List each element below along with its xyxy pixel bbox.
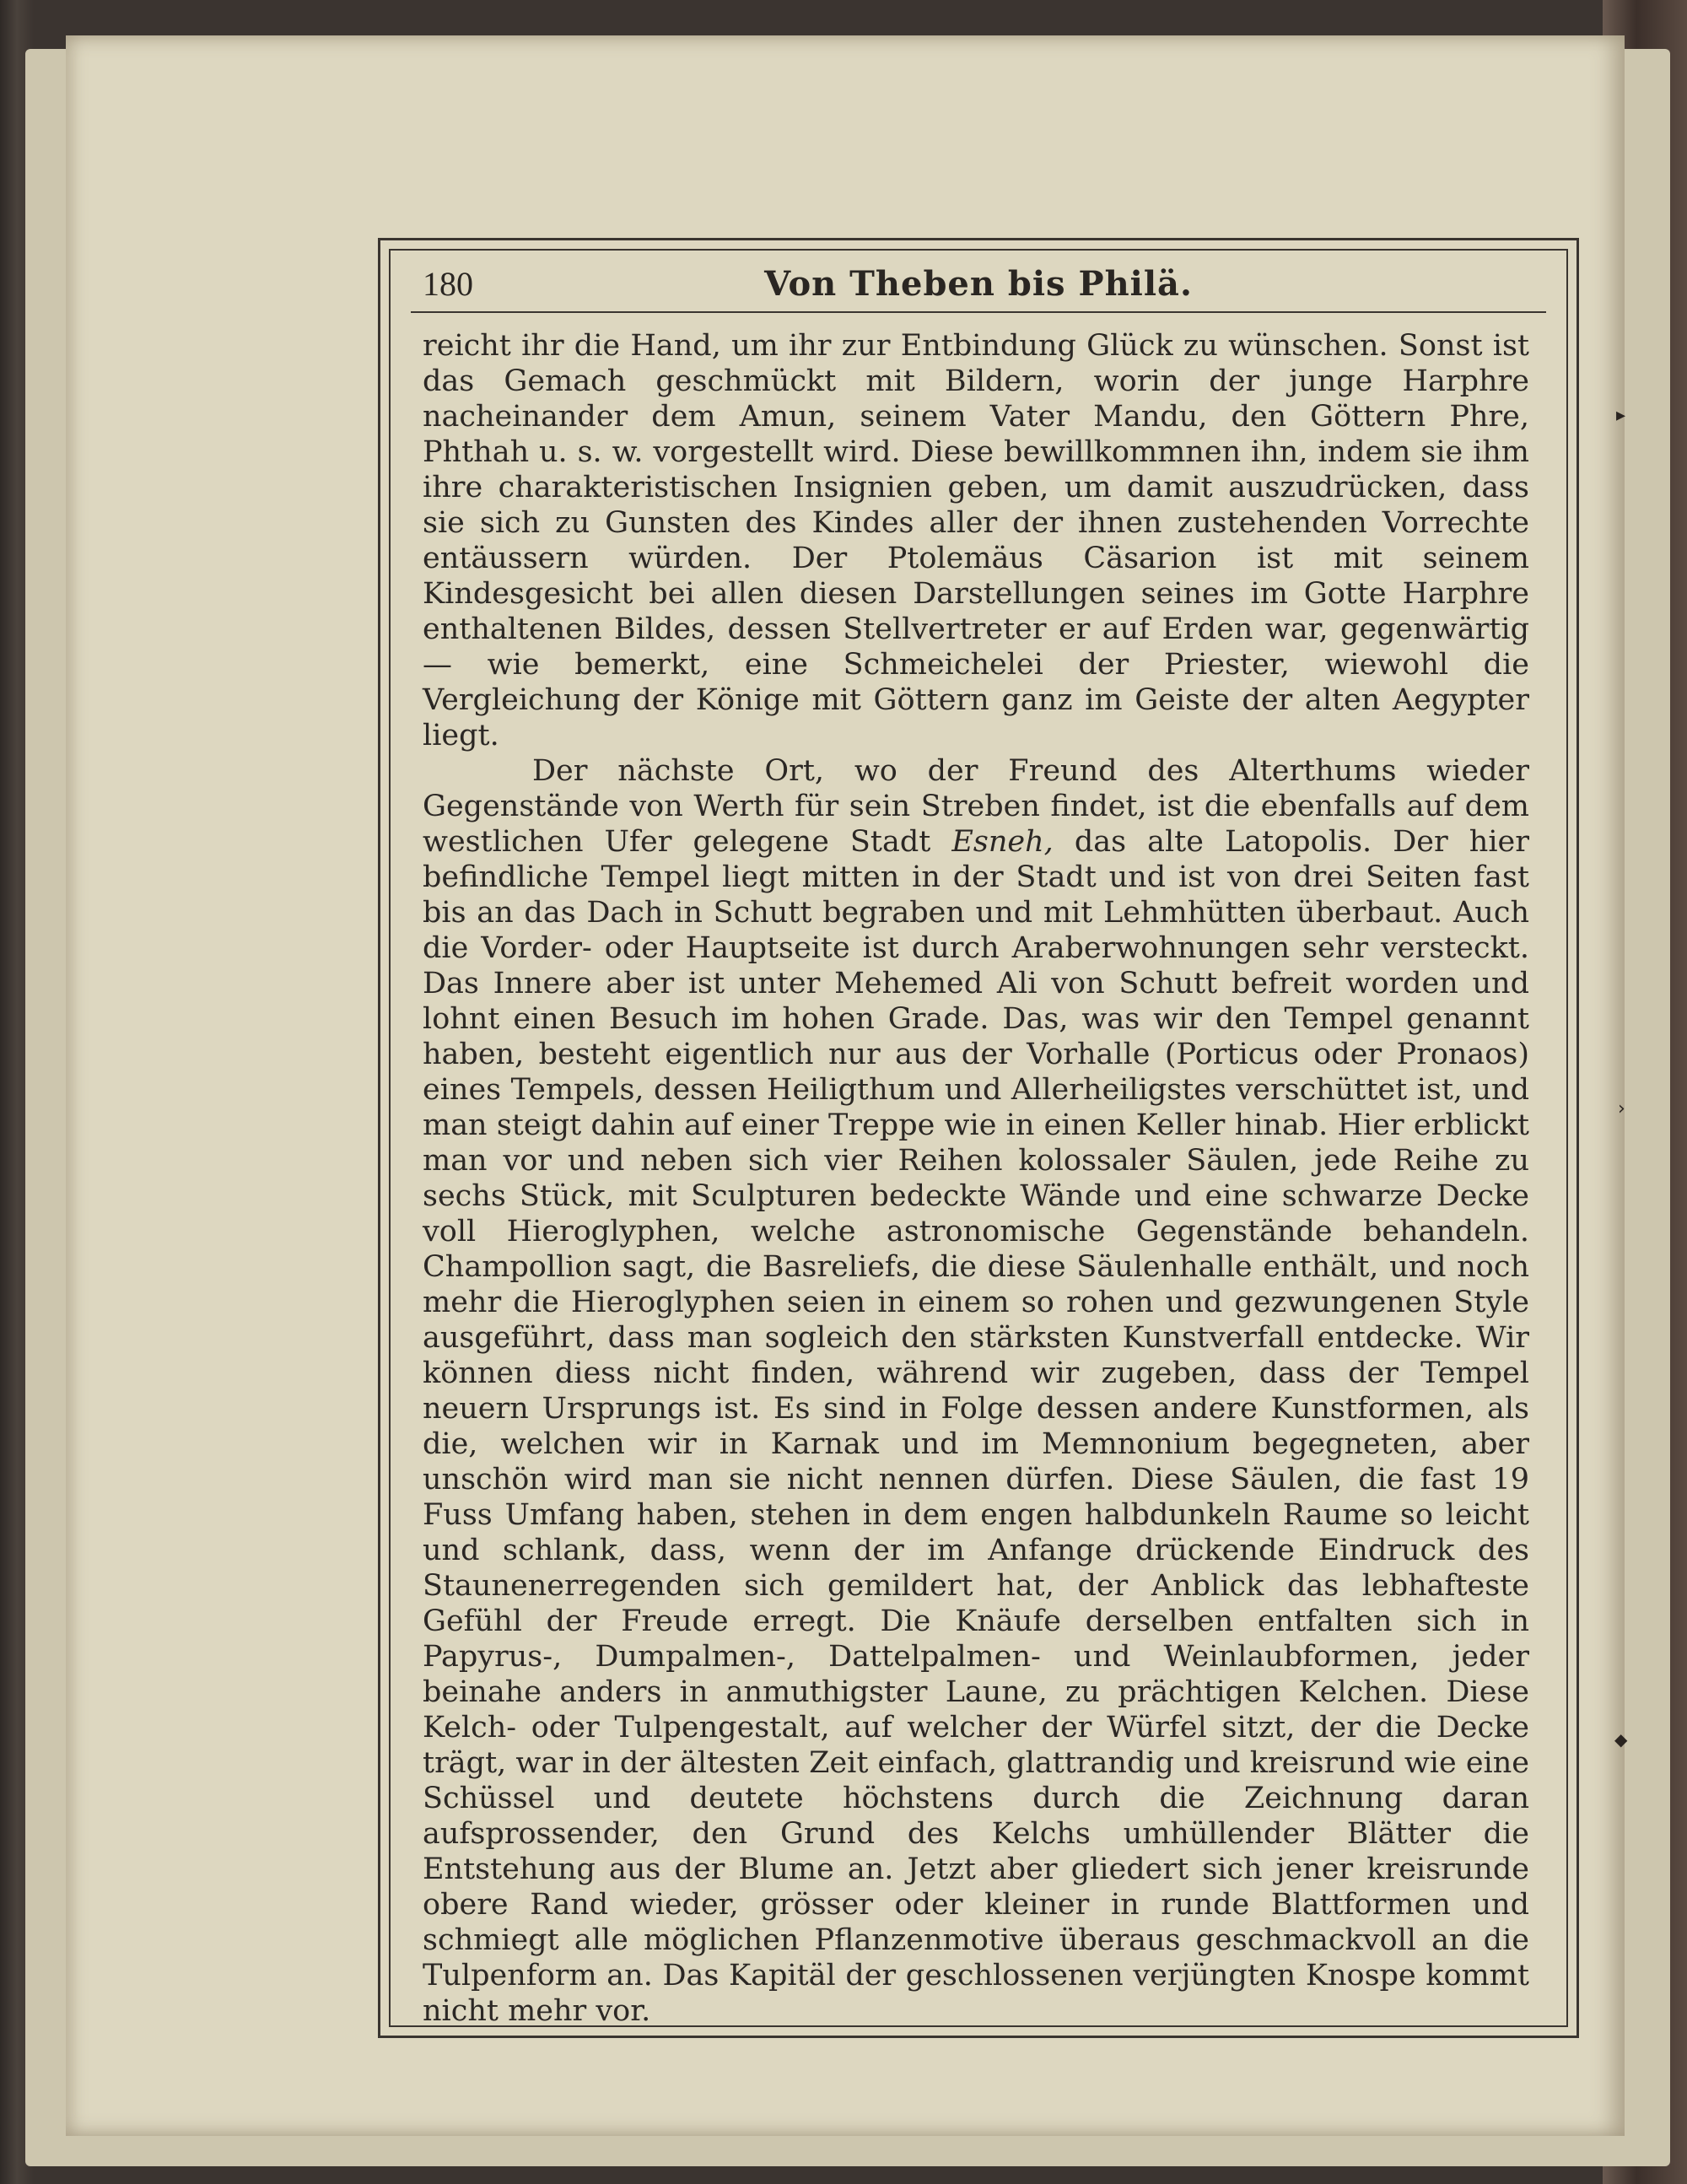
paragraph-2-text-a: Der nächste Ort, wo der Freund des Alterthums wieder Gegenstände von Werth für sein Streben findet, ist die ebenfalls auf dem westlichen Ufer gelegene Stadt bbox=[423, 754, 1529, 859]
paragraph-1: reicht ihr die Hand, um ihr zur Entbindung Glück zu wünschen. Sonst ist das Gemach geschmückt mit Bildern, worin der junge Harphre nacheinander dem Amun, seinem Vater Mandu, den Göttern Phre, Phthah u. s. w. vorgestellt wird. Diese bewillkommnen ihn, indem sie ihm ihre charakteristischen Insignien geben, um damit auszudrücken, dass sie sich zu Gunsten des Kindes aller der ihnen zustehenden Vorrechte entäussern würden. Der Ptolemäus Cäsarion ist mit seinem Kindesgesicht bei allen diesen Darstellungen seines im Gotte Harphre enthaltenen Bildes, dessen Stellvertreter er auf Erden war, gegenwärtig — wie bemerkt, eine Schmeichelei der Priester, wiewohl die Vergleichung der Könige mit Göttern ganz im Geiste der alten Aegypter liegt. bbox=[423, 329, 1529, 752]
text-frame-inner bbox=[389, 249, 1568, 2027]
book-page bbox=[66, 35, 1628, 2136]
margin-mark-chevron-icon: › bbox=[1618, 1098, 1625, 1119]
margin-mark-dot-icon: ◆ bbox=[1614, 1729, 1628, 1750]
place-name-esneh: Esneh, bbox=[951, 825, 1054, 859]
page-header bbox=[411, 262, 1546, 313]
text-frame-outer bbox=[378, 238, 1579, 2038]
body-text bbox=[423, 328, 1529, 2029]
page-number: 180 bbox=[423, 265, 473, 303]
running-title: Von Theben bis Philä. bbox=[764, 264, 1193, 304]
paragraph-2 bbox=[423, 753, 1529, 2029]
margin-mark-arrow-icon: ▸ bbox=[1616, 405, 1626, 426]
paragraph-2-text-b: das alte Latopolis. Der hier befindliche Tempel liegt mitten in der Stadt und ist von drei Seiten fast bis an das Dach in Schutt begraben und mit Lehmhütten überbaut. Auch die Vorder- oder Hauptseite ist durch Araberwohnungen sehr versteckt. Das Innere aber ist unter Mehemed Ali von Schutt befreit worden und lohnt einen Besuch im hohen Grade. Das, was wir den Tempel genannt haben, besteht eigentlich nur aus der Vorhalle (Porticus oder Pronaos) eines Tempels, dessen Heiligthum und Allerheiligstes verschüttet ist, und man steigt dahin auf einer Treppe wie in einen Keller hinab. Hier erblickt man vor und neben sich vier Reihen kolossaler Säulen, jede Reihe zu sechs Stück, mit Sculpturen bedeckte Wände und eine schwarze Decke voll Hieroglyphen, welche astronomische Gegenstände behandeln. Champollion sagt, die Basreliefs, die diese Säulenhalle enthält, und noch mehr die Hieroglyphen seien in einem so rohen und gezwungenen Style ausgeführt, dass man sogleich den stärksten Kunstverfall entdecke. Wir können diess nicht finden, während wir zugeben, dass der Tempel neuern Ursprungs ist. Es sind in Folge dessen andere Kunstformen, als die, welchen wir in Karnak und im Memnonium begegneten, aber unschön wird man sie nicht nennen dürfen. Diese Säulen, die fast 19 Fuss Umfang haben, stehen in dem engen halbdunkeln Raume so leicht und schlank, dass, wenn der im Anfange drückende Eindruck des Staunenerregenden sich gemildert hat, der Anblick das lebhafteste Gefühl der Freude erregt. Die Knäufe derselben entfalten sich in Papyrus-, Dumpalmen-, Dattelpalmen- und Weinlaubformen, jeder beinahe anders in anmuthigster Laune, zu prächtigen Kelchen. Diese Kelch- oder Tulpengestalt, auf welcher der Würfel sitzt, der die Decke trägt, war in der ältesten Zeit einfach, glattrandig und kreisrund wie eine Schüssel und deutete höchstens durch die Zeichnung daran aufsprossender, den Grund des Kelchs umhüllender Blätter die Entstehung aus der Blume an. Jetzt aber gliedert sich jener kreisrunde obere Rand wieder, grösser oder kleiner in runde Blattformen und schmiegt alle möglichen Pflanzenmotive überaus geschmackvoll an die Tulpenform an. Das Kapitäl der geschlossenen verjüngten Knospe kommt nicht mehr vor. bbox=[423, 825, 1530, 2028]
